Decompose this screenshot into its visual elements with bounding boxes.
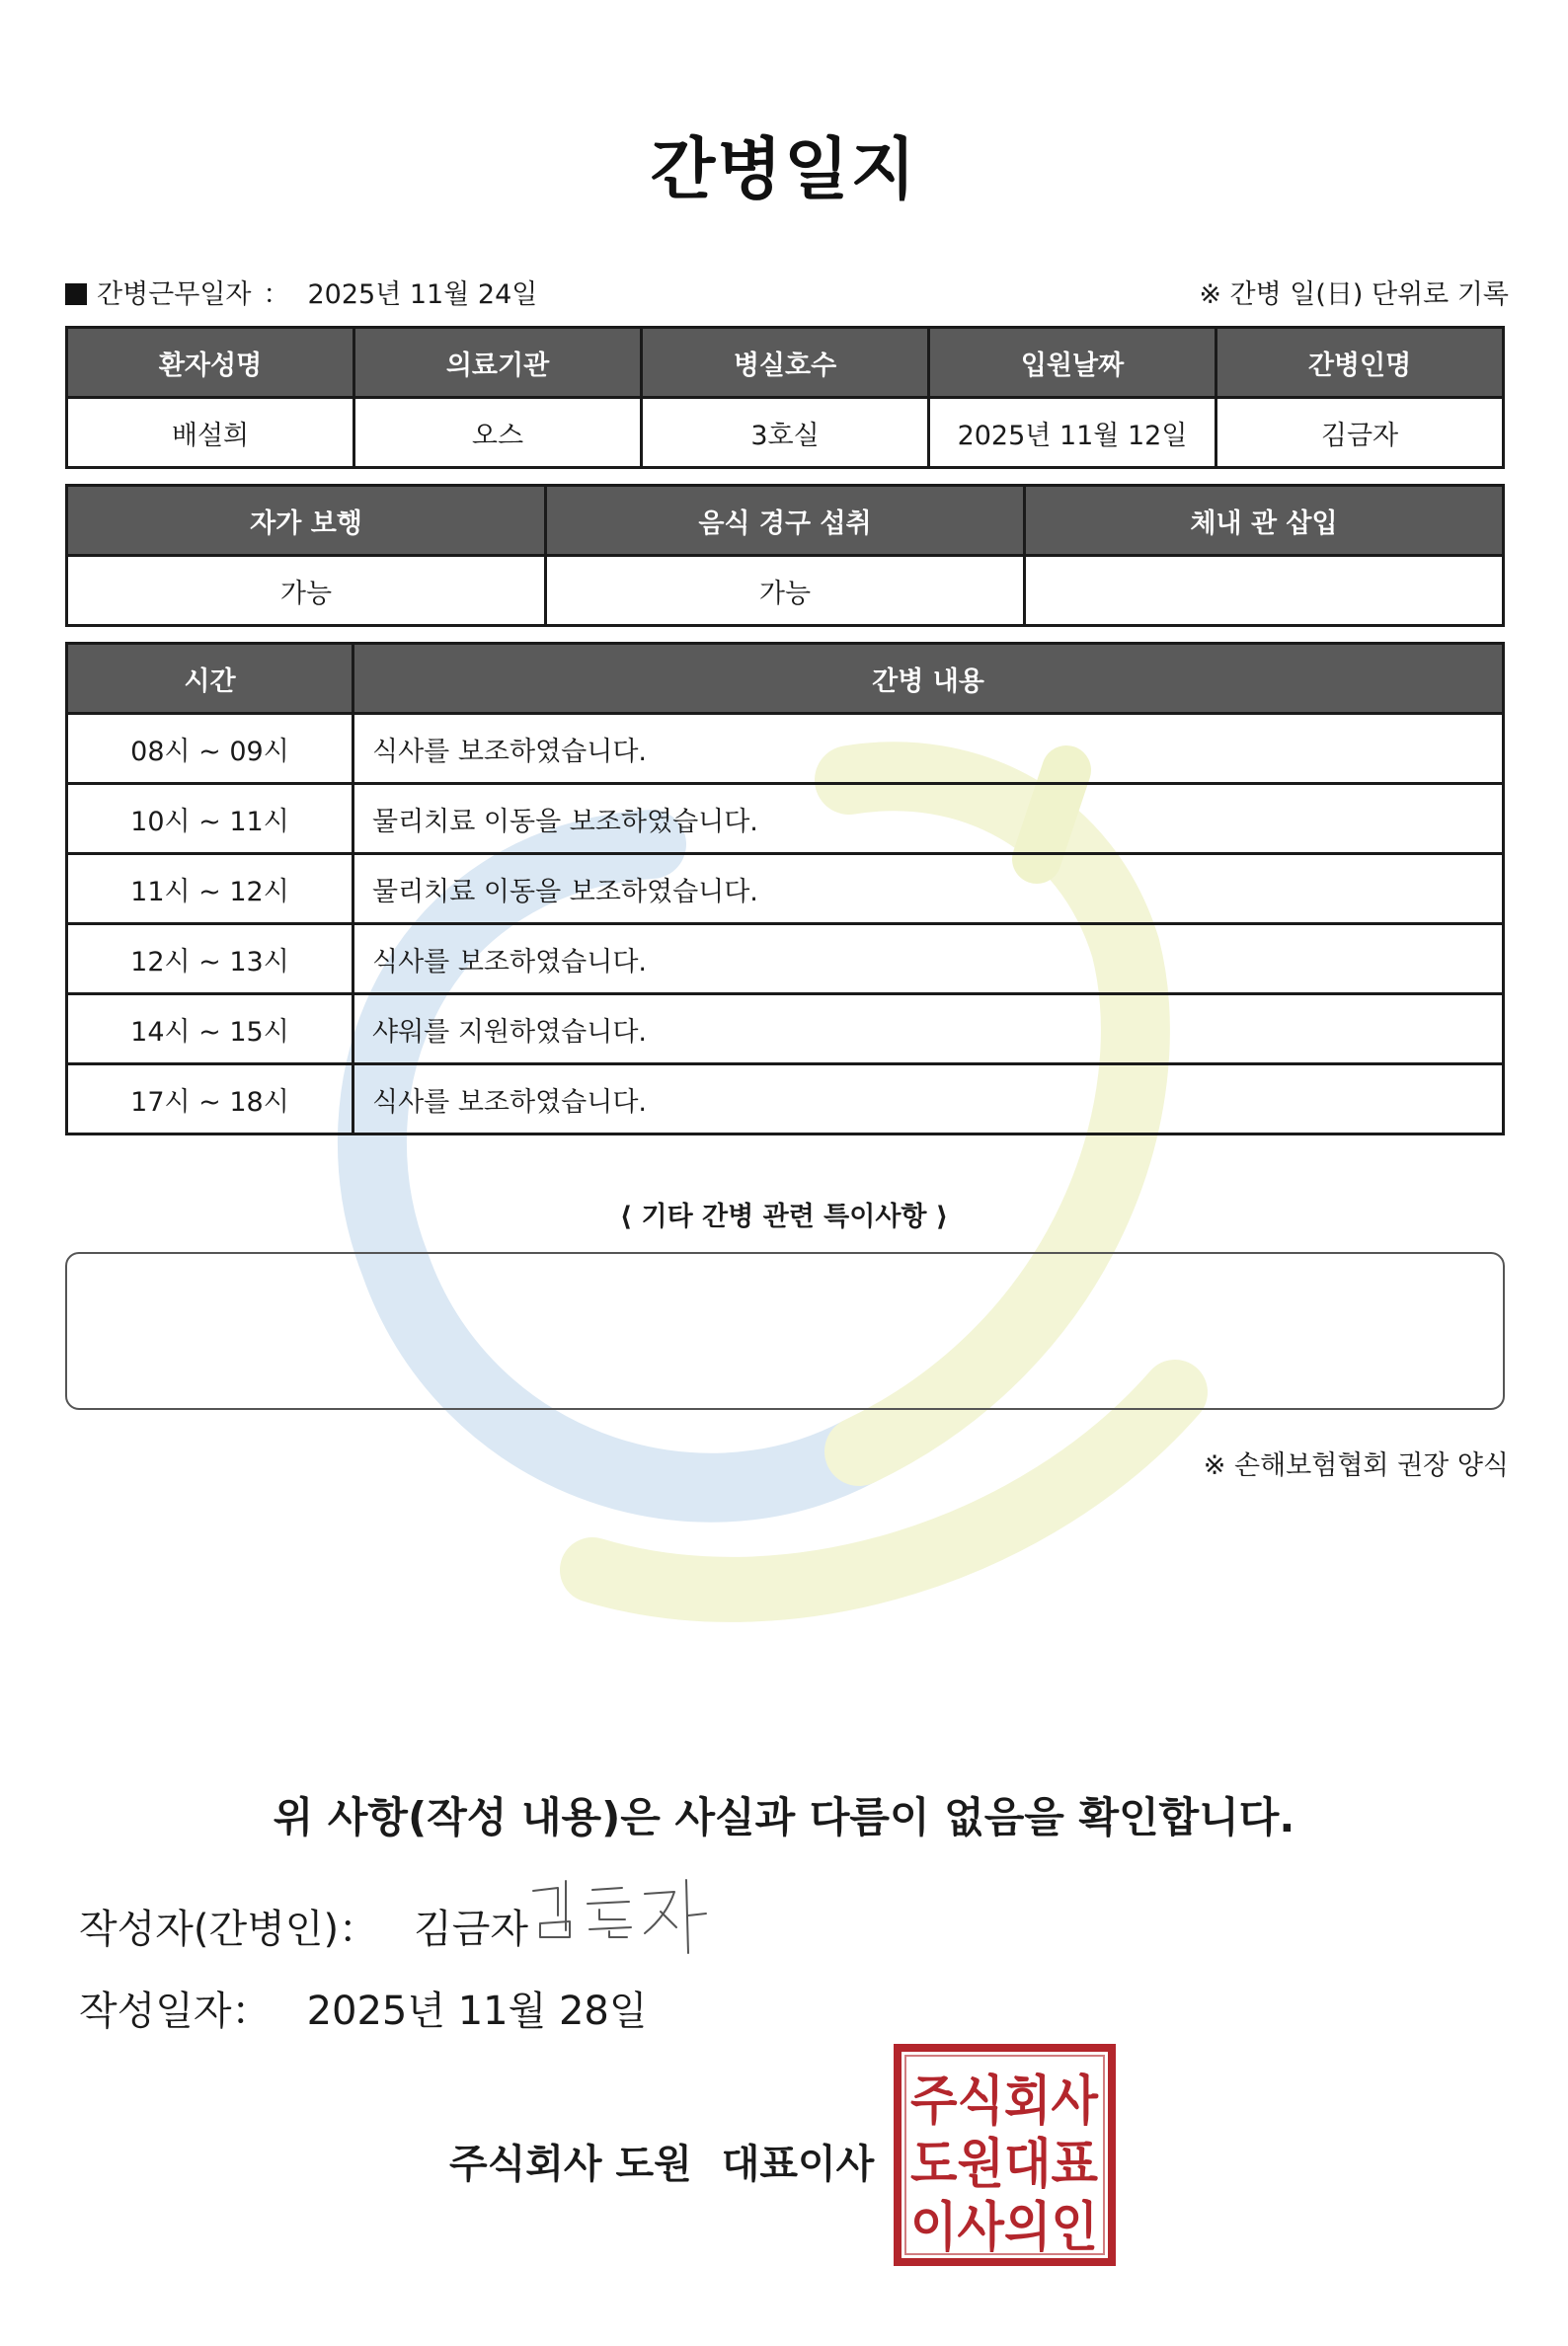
log-content: 샤워를 지원하였습니다. [353, 994, 1504, 1064]
header-oral-intake: 음식 경구 섭취 [546, 486, 1025, 556]
company-role: 대표이사 [721, 2142, 875, 2187]
table-row [67, 784, 1504, 854]
header-tube-insertion: 체내 관 삽입 [1025, 486, 1504, 556]
admission-date: 2025년 11월 12일 [929, 398, 1216, 468]
special-notes-title: ⟨ 기타 간병 관련 특이사항 ⟩ [619, 1202, 949, 1232]
header-self-walking: 자가 보행 [67, 486, 546, 556]
table-row [67, 714, 1504, 784]
company-name: 주식회사 도원 [449, 2142, 692, 2187]
patient-status-table [65, 484, 1505, 627]
oral-intake-value: 가능 [546, 556, 1025, 626]
handwritten-signature [528, 1876, 716, 1965]
written-date-line [79, 1980, 648, 2036]
square-bullet-icon [65, 283, 87, 305]
log-content: 식사를 보조하였습니다. [353, 1064, 1504, 1134]
work-date-line [65, 273, 537, 311]
tube-insertion-value [1025, 556, 1504, 626]
log-time: 11시 ~ 12시 [67, 854, 353, 924]
care-log-table [65, 642, 1505, 1135]
writer-line [79, 1898, 528, 1954]
table-row [67, 1064, 1504, 1134]
table-row [67, 994, 1504, 1064]
log-content: 식사를 보조하였습니다. [353, 714, 1504, 784]
log-time: 08시 ~ 09시 [67, 714, 353, 784]
log-time: 14시 ~ 15시 [67, 994, 353, 1064]
log-content: 물리치료 이동을 보조하였습니다. [353, 784, 1504, 854]
patient-status-value-row [67, 556, 1504, 626]
writer-label: 작성자(간병인)： [79, 1907, 379, 1952]
table-row [67, 854, 1504, 924]
hospital-name: 오스 [354, 398, 642, 468]
watermark-yellow-tail [592, 1392, 1175, 1590]
work-date-colon: ： [263, 279, 290, 310]
patient-status-header-row [67, 486, 1504, 556]
log-time: 10시 ~ 11시 [67, 784, 353, 854]
confirmation-statement: 위 사항(작성 내용)은 사실과 다름이 없음을 확인합니다. [273, 1793, 1295, 1841]
log-content: 식사를 보조하였습니다. [353, 924, 1504, 994]
patient-info-table [65, 326, 1505, 469]
patient-info-value-row [67, 398, 1504, 468]
special-notes-box [65, 1252, 1505, 1410]
care-log-header-row [67, 644, 1504, 714]
header-caregiver-name: 간병인명 [1216, 328, 1504, 398]
svg-text:도원대표: 도원대표 [910, 2133, 1098, 2195]
header-hospital: 의료기관 [354, 328, 642, 398]
patient-name: 배설희 [67, 398, 354, 468]
form-source-note: ※ 손해보험협회 권장 양식 [1203, 1450, 1509, 1481]
record-unit-note: ※ 간병 일(日) 단위로 기록 [1199, 279, 1509, 310]
log-content: 물리치료 이동을 보조하였습니다. [353, 854, 1504, 924]
table-row [67, 924, 1504, 994]
header-room-number: 병실호수 [642, 328, 929, 398]
svg-text:주식회사: 주식회사 [910, 2070, 1099, 2132]
patient-info-header-row [67, 328, 1504, 398]
company-signature-line [449, 2133, 874, 2189]
room-number: 3호실 [642, 398, 929, 468]
caregiver-name: 김금자 [1216, 398, 1504, 468]
document-title: 간병일지 [650, 131, 918, 209]
svg-text:이사의인: 이사의인 [910, 2196, 1098, 2258]
header-care-content: 간병 내용 [353, 644, 1504, 714]
log-time: 17시 ~ 18시 [67, 1064, 353, 1134]
written-date-label: 작성일자： [79, 1989, 272, 2034]
company-seal [894, 2044, 1116, 2266]
work-date-value: 2025년 11월 24일 [307, 279, 538, 310]
writer-name: 김금자 [414, 1907, 528, 1952]
self-walking-value: 가능 [67, 556, 546, 626]
log-time: 12시 ~ 13시 [67, 924, 353, 994]
header-time: 시간 [67, 644, 353, 714]
header-patient-name: 환자성명 [67, 328, 354, 398]
written-date-value: 2025년 11월 28일 [306, 1989, 648, 2034]
work-date-label: 간병근무일자 [97, 279, 252, 310]
header-admission-date: 입원날짜 [929, 328, 1216, 398]
